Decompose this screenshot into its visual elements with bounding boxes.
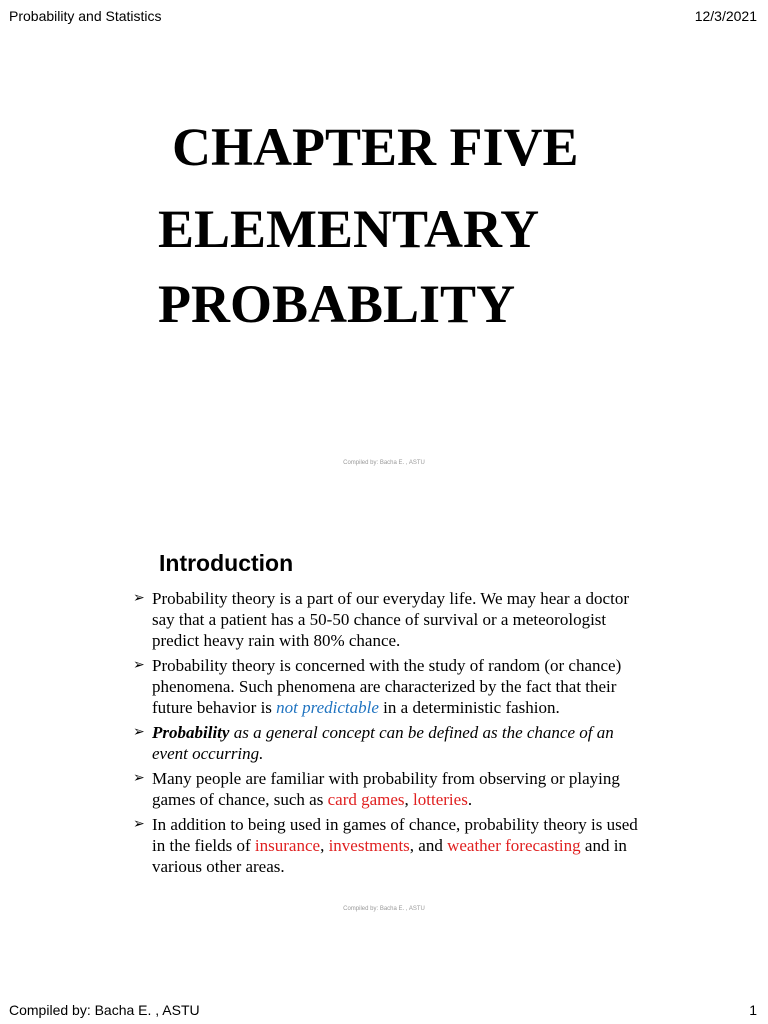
highlight-text: weather forecasting <box>447 836 581 855</box>
highlight-text: insurance <box>254 836 321 855</box>
chapter-subtitle-line1: ELEMENTARY <box>158 199 540 259</box>
bullet-text: Probability theory is concerned with the study of random (or chance) phenomena. Such phenomena are characterized by the fact that their future behavior is <box>152 656 622 717</box>
bullet-text: Probability theory is a part of our everyday life. We may hear a doctor say that a patient has a 50-50 chance of survival or a meteorologist predict heavy rain with 80% chance. <box>152 589 629 650</box>
separator: , <box>320 836 329 855</box>
bold-term: Probability <box>152 723 230 742</box>
footer-credit: Compiled by: Bacha E. , ASTU <box>9 1002 200 1018</box>
highlight-text: investments <box>328 836 410 855</box>
bullet-text: In addition to being used in games of chance, probability theory is used in the fields of <box>152 815 638 855</box>
bullet-item <box>133 814 638 877</box>
slide-credit-2: Compiled by: Bacha E. , ASTU <box>343 906 425 912</box>
arrow-bullet-icon: ➢ <box>133 817 145 832</box>
highlight-text: lotteries <box>413 790 468 809</box>
separator: . <box>467 790 473 809</box>
page-number: 1 <box>749 1002 757 1018</box>
highlight-text: card games <box>327 790 405 809</box>
header-course-title: Probability and Statistics <box>9 8 162 24</box>
bullet-text: as a general concept can be defined as the chance of an event occurring. <box>152 723 614 763</box>
bullet-item <box>133 655 638 718</box>
bullet-text: and in various other areas. <box>152 836 627 876</box>
separator: , <box>404 790 414 809</box>
arrow-bullet-icon: ➢ <box>133 591 145 606</box>
bullet-item <box>133 588 638 651</box>
bullet-text: in a deterministic fashion. <box>378 698 560 717</box>
intro-heading: Introduction <box>159 550 294 576</box>
bullet-item <box>133 722 638 764</box>
chapter-title: CHAPTER FIVE <box>172 117 579 177</box>
header-date: 12/3/2021 <box>694 8 757 24</box>
slide-credit-1: Compiled by: Bacha E. , ASTU <box>343 460 425 466</box>
arrow-bullet-icon: ➢ <box>133 771 145 786</box>
separator: , and <box>409 836 448 855</box>
bullet-item <box>133 768 638 810</box>
arrow-bullet-icon: ➢ <box>133 658 145 673</box>
highlight-text: not predictable <box>276 698 379 717</box>
bullet-text: Many people are familiar with probability from observing or playing games of chance, such as <box>152 769 620 809</box>
intro-bullet-list <box>133 588 638 881</box>
arrow-bullet-icon: ➢ <box>133 725 145 740</box>
chapter-subtitle-line2: PROBABLITY <box>158 274 516 334</box>
